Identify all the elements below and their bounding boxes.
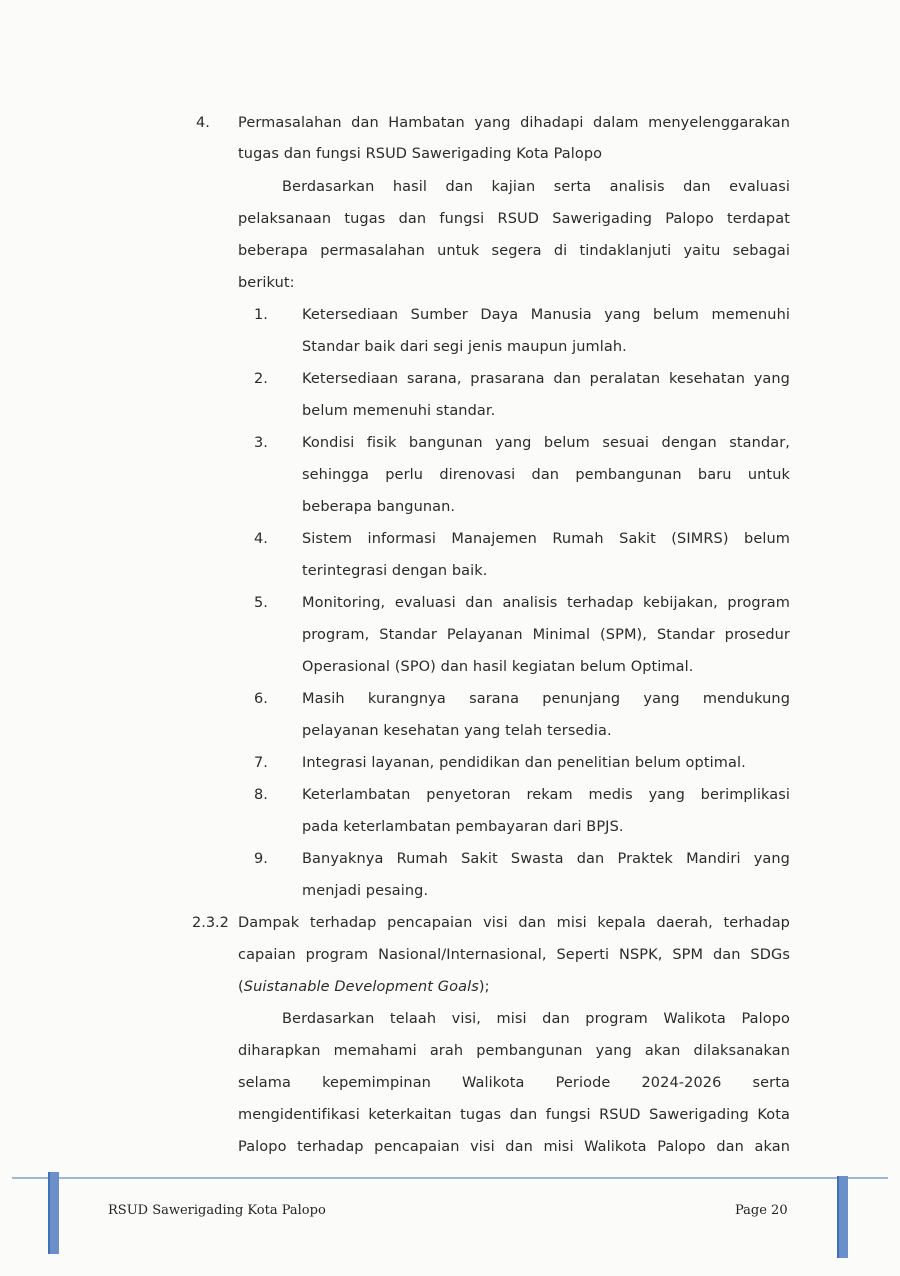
- list-item-number: 4.: [254, 531, 268, 547]
- section-number: 4.: [196, 115, 210, 131]
- list-item-number: 9.: [254, 851, 268, 867]
- list-item-line: pada keterlambatan pembayaran dari BPJS.: [302, 819, 624, 835]
- paragraph-line: berikut:: [238, 275, 295, 291]
- list-item-number: 7.: [254, 755, 268, 771]
- list-item-line: Operasional (SPO) dan hasil kegiatan belum Optimal.: [302, 659, 694, 675]
- list-item-line: Ketersediaan sarana, prasarana dan peralatan kesehatan yang: [302, 371, 790, 387]
- list-item-number: 2.: [254, 371, 268, 387]
- section-number: 2.3.2: [192, 915, 229, 931]
- list-item-line: sehingga perlu direnovasi dan pembangunan baru untuk: [302, 467, 790, 483]
- list-item-number: 6.: [254, 691, 268, 707]
- list-item-line: pelayanan kesehatan yang telah tersedia.: [302, 723, 612, 739]
- page-number: Page 20: [735, 1203, 788, 1218]
- list-item-line: Keterlambatan penyetoran rekam medis yang berimplikasi: [302, 787, 790, 803]
- paragraph-line: selama kepemimpinan Walikota Periode 2024-2026 serta: [238, 1075, 790, 1091]
- paragraph-line: Berdasarkan hasil dan kajian serta analisis dan evaluasi: [282, 179, 790, 195]
- list-item-line: Ketersediaan Sumber Daya Manusia yang belum memenuhi: [302, 307, 790, 323]
- list-item-line: Integrasi layanan, pendidikan dan penelitian belum optimal.: [302, 755, 746, 771]
- list-item-number: 5.: [254, 595, 268, 611]
- list-item-line: Sistem informasi Manajemen Rumah Sakit (SIMRS) belum: [302, 531, 790, 547]
- paragraph-line: mengidentifikasi keterkaitan tugas dan fungsi RSUD Sawerigading Kota: [238, 1107, 790, 1123]
- list-item-number: 3.: [254, 435, 268, 451]
- paragraph-line: Palopo terhadap pencapaian visi dan misi Walikota Palopo dan akan: [238, 1139, 790, 1155]
- italic-term: Suistanable Development Goals: [243, 979, 479, 995]
- list-item-line: program, Standar Pelayanan Minimal (SPM), Standar prosedur: [302, 627, 790, 643]
- list-item-line: Kondisi fisik bangunan yang belum sesuai dengan standar,: [302, 435, 790, 451]
- list-item-line: beberapa bangunan.: [302, 499, 456, 515]
- paragraph-line: diharapkan memahami arah pembangunan yang akan dilaksanakan: [238, 1043, 790, 1059]
- list-item-line: belum memenuhi standar.: [302, 403, 496, 419]
- paragraph-line: pelaksanaan tugas dan fungsi RSUD Sawerigading Palopo terdapat: [238, 211, 790, 227]
- list-item-line: menjadi pesaing.: [302, 883, 429, 899]
- list-item-number: 1.: [254, 307, 268, 323]
- section-heading-line: capaian program Nasional/Internasional, Seperti NSPK, SPM dan SDGs: [238, 947, 790, 963]
- list-item-line: Standar baik dari segi jenis maupun jumlah.: [302, 339, 627, 355]
- paragraph-line: beberapa permasalahan untuk segera di tindaklanjuti yaitu sebagai: [238, 243, 790, 259]
- list-item-number: 8.: [254, 787, 268, 803]
- footer-left-bar: [48, 1172, 59, 1254]
- section-heading-line: Permasalahan dan Hambatan yang dihadapi dalam menyelenggarakan: [238, 115, 790, 131]
- list-item-line: Banyaknya Rumah Sakit Swasta dan Praktek Mandiri yang: [302, 851, 790, 867]
- list-item-line: Masih kurangnya sarana penunjang yang mendukung: [302, 691, 790, 707]
- section-heading-line: (Suistanable Development Goals);: [238, 979, 490, 995]
- list-item-line: Monitoring, evaluasi dan analisis terhadap kebijakan, program: [302, 595, 790, 611]
- section-heading-line: tugas dan fungsi RSUD Sawerigading Kota Palopo: [238, 146, 603, 162]
- section-heading-line: Dampak terhadap pencapaian visi dan misi kepala daerah, terhadap: [238, 915, 790, 931]
- list-item-line: terintegrasi dengan baik.: [302, 563, 488, 579]
- footer-right-bar: [837, 1176, 848, 1258]
- footer-divider: [12, 1177, 888, 1179]
- footer-org-name: RSUD Sawerigading Kota Palopo: [108, 1203, 326, 1218]
- paragraph-line: Berdasarkan telaah visi, misi dan program Walikota Palopo: [282, 1011, 790, 1027]
